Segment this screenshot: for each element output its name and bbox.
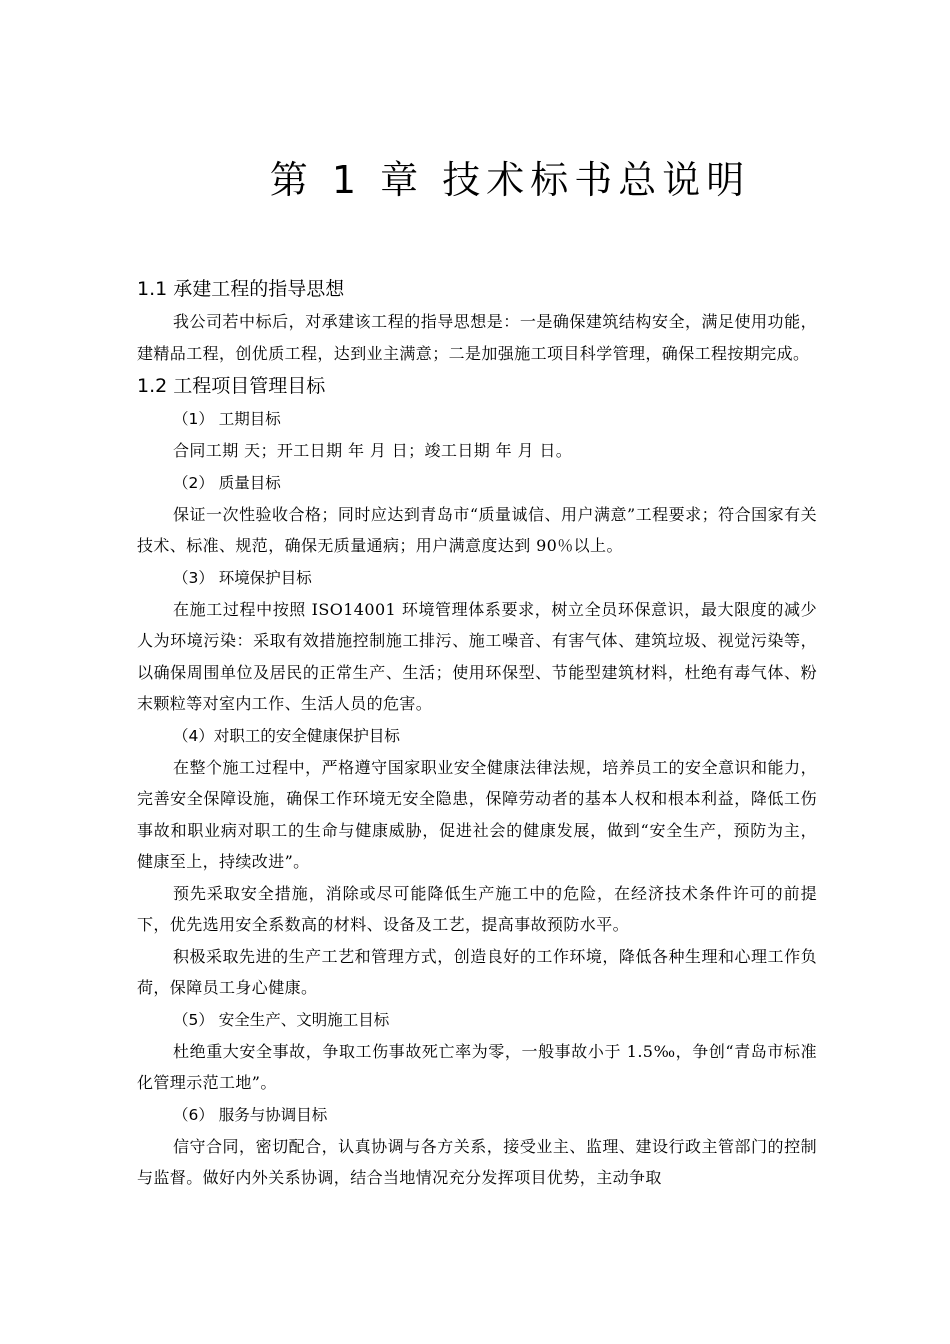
section-heading: 1.1 承建工程的指导思想: [137, 278, 345, 300]
paragraph: 在施工过程中按照 ISO14001 环境管理体系要求，树立全员环保意识，最大限度的减少人为环境污染：采取有效措施控制施工排污、施工噪音、有害气体、建筑垃圾、视觉污染等，以确保周围单位及居民的正常生产、生活；使用环保型、节能型建筑材料，杜绝有毒气体、粉末颗粒等对室内工作、生活人员的危害。: [137, 599, 817, 713]
subsection-service-coordination-goal: [137, 1099, 817, 1194]
subsection-environment-goal: [137, 562, 817, 720]
paragraph: 在整个施工过程中，严格遵守国家职业安全健康法律法规，培养员工的安全意识和能力，完善安全保障设施，确保工作环境无安全隐患，保障劳动者的基本人权和根本利益，降低工伤事故和职业病对职工的生命与健康威胁，促进社会的健康发展，做到“安全生产，预防为主，健康至上，持续改进”。: [137, 757, 817, 871]
subsection-heading: （2） 质量目标: [173, 473, 281, 492]
subsection-heading: （4）对职工的安全健康保护目标: [173, 726, 400, 745]
paragraph: 预先采取安全措施，消除或尽可能降低生产施工中的危险，在经济技术条件许可的前提下，优先选用安全系数高的材料、设备及工艺，提高事故预防水平。: [137, 883, 817, 934]
chapter-title: 第 1 章 技术标书总说明: [269, 158, 751, 202]
subsection-safety-health-goal: [137, 720, 817, 1004]
paragraph: 积极采取先进的生产工艺和管理方式，创造良好的工作环境，降低各种生理和心理工作负荷，保障员工身心健康。: [137, 946, 817, 997]
subsection-safe-construction-goal: [137, 1004, 817, 1099]
subsection-schedule-goal: [137, 403, 817, 467]
paragraph: 我公司若中标后，对承建该工程的指导思想是：一是确保建筑结构安全，满足使用功能，建精品工程，创优质工程，达到业主满意；二是加强施工项目科学管理，确保工程按期完成。: [137, 312, 817, 363]
paragraph: 杜绝重大安全事故，争取工伤事故死亡率为零，一般事故小于 1.5‰，争创“青岛市标准化管理示范工地”。: [137, 1041, 817, 1092]
paragraph: 合同工期 天；开工日期 年 月 日；竣工日期 年 月 日。: [173, 441, 573, 460]
subsection-quality-goal: [137, 467, 817, 562]
section-1-2: [137, 369, 817, 1194]
document-body: [137, 272, 817, 1194]
section-1-1: [137, 272, 817, 369]
subsection-heading: （6） 服务与协调目标: [173, 1105, 328, 1124]
paragraph: 信守合同，密切配合，认真协调与各方关系，接受业主、监理、建设行政主管部门的控制与监督。做好内外关系协调，结合当地情况充分发挥项目优势，主动争取: [137, 1136, 817, 1187]
section-heading: 1.2 工程项目管理目标: [137, 375, 326, 397]
subsection-heading: （1） 工期目标: [173, 410, 281, 428]
subsection-heading: （3） 环境保护目标: [173, 568, 312, 587]
paragraph: 保证一次性验收合格；同时应达到青岛市“质量诚信、用户满意”工程要求；符合国家有关技术、标准、规范，确保无质量通病；用户满意度达到 90％以上。: [137, 504, 817, 555]
subsection-heading: （5） 安全生产、文明施工目标: [173, 1010, 390, 1029]
